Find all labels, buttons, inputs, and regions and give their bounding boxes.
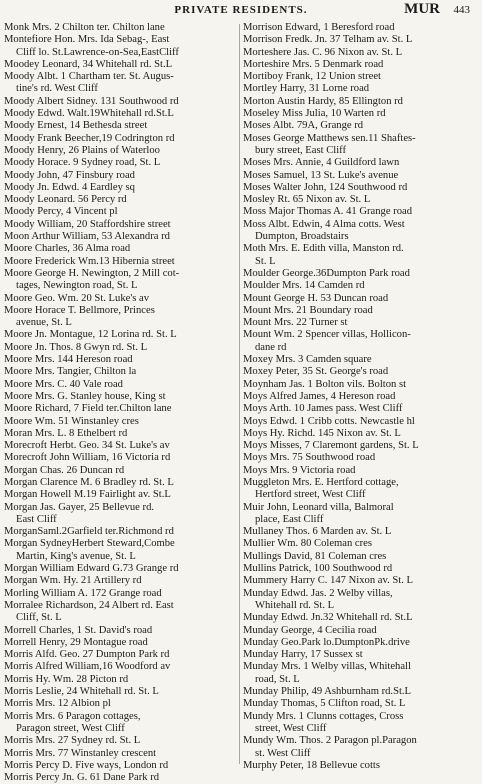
directory-entry: Moys Alfred James, 4 Hereson road	[243, 390, 396, 402]
directory-entry-continuation: avenue, St. L	[16, 317, 72, 329]
directory-entry: Munday Philip, 49 Ashburnham rd.St.L	[243, 686, 412, 698]
directory-entry: Munday Geo.Park lo.DumptonPk.drive	[243, 636, 410, 648]
directory-entry: Moth Mrs. E. Edith villa, Manston rd.	[243, 243, 404, 255]
directory-entry: Moore Mrs. Tangier, Chilton la	[4, 366, 137, 378]
directory-entry: Moseley Miss Julia, 10 Warten rd	[243, 108, 386, 120]
directory-entry: Moody Edwd. Walt.19Whitehall rd.St.L	[4, 108, 174, 120]
directory-entry: Moses Walter John, 124 Southwood rd	[243, 181, 408, 193]
directory-entry: Moore Horace T. Bellmore, Princes	[4, 304, 155, 316]
directory-entry: Moxey Peter, 35 St. George's road	[243, 366, 389, 378]
directory-entry: Moore Wm. 51 Winstanley cres	[4, 415, 139, 427]
page-number: 443	[453, 4, 470, 16]
directory-entry-continuation: Hertford street, West Cliff	[255, 489, 366, 501]
directory-entry: Morgan Clarence M. 6 Bradley rd. St. L	[4, 476, 174, 488]
page-header	[0, 0, 482, 22]
directory-entry-continuation: Paragon street, West Cliff	[16, 722, 125, 734]
directory-entry: Mortley Harry, 31 Lorne road	[243, 83, 370, 95]
directory-entry: Morris Mrs. 77 Winstanley crescent	[4, 747, 157, 759]
directory-entry: Moore Frederick Wm.13 Hibernia street	[4, 255, 175, 267]
directory-entry: Morris Mrs. 27 Sydney rd. St. L	[4, 735, 141, 747]
left-column	[4, 22, 240, 784]
directory-entry-continuation: St. L	[255, 255, 276, 267]
directory-entry: Moran Mrs. L. 8 Ethelbert rd	[4, 427, 128, 439]
directory-entry: Mount George H. 53 Duncan road	[243, 292, 389, 304]
directory-entry: Moys Mrs. 75 Southwood road	[243, 452, 376, 464]
directory-entry: Morgan SydneyHerbert Steward,Combe	[4, 538, 175, 550]
directory-entry: Mullings David, 81 Coleman cres	[243, 550, 387, 562]
column-divider	[239, 24, 240, 764]
directory-entry: Moulder George.36Dumpton Park road	[243, 267, 410, 279]
directory-entry-continuation: Whitehall rd. St. L	[255, 599, 335, 611]
directory-entry: Moys Mrs. 9 Victoria road	[243, 464, 356, 476]
directory-entry-continuation: street, West Cliff	[255, 722, 327, 734]
directory-entry: Munday Thomas, 5 Clifton road, St. L	[243, 698, 406, 710]
directory-entry: Morgan Wm. Hy. 21 Artillery rd	[4, 575, 142, 587]
directory-entry: Mosley Rt. 65 Nixon av. St. L	[243, 194, 371, 206]
directory-entry-continuation: Cliff, St. L	[16, 612, 62, 624]
directory-entry: Moody Jn. Edwd. 4 Eardley sq	[4, 181, 135, 193]
directory-entry: Moore Geo. Wm. 20 St. Luke's av	[4, 292, 150, 304]
header-section: MUR	[404, 1, 440, 17]
directory-entry: Morris Alfd. Geo. 27 Dumpton Park rd	[4, 649, 170, 661]
directory-entry: Mortiboy Frank, 12 Union street	[243, 71, 381, 83]
directory-entry: Moses Samuel, 13 St. Luke's avenue	[243, 169, 399, 181]
directory-entry-continuation: st. West Cliff	[255, 747, 311, 759]
header-title: PRIVATE RESIDENTS.	[174, 4, 308, 16]
directory-entry: Moynham Jas. 1 Bolton vils. Bolton st	[243, 378, 407, 390]
directory-entry: Monk Mrs. 2 Chilton ter. Chilton lane	[4, 22, 165, 33]
directory-entry: Moore Richard, 7 Field ter.Chilton lane	[4, 403, 172, 415]
directory-entry: Mullins Patrick, 100 Southwood rd	[243, 563, 393, 575]
directory-entry: Mummery Harry C. 147 Nixon av. St. L	[243, 575, 413, 587]
directory-entry-continuation: tages, Newington road, St. L	[16, 280, 138, 292]
directory-entry: Moses Albt. 79A, Grange rd	[243, 120, 364, 132]
directory-entry: Morton Austin Hardy, 85 Ellington rd	[243, 95, 403, 107]
directory-entry: Mount Mrs. 21 Boundary road	[243, 304, 373, 316]
directory-entry: Mount Mrs. 22 Turner st	[243, 317, 348, 329]
directory-entry: Morris Percy D. Five ways, London rd	[4, 759, 169, 771]
directory-entry: Moys Edwd. 1 Cribb cotts. Newcastle hl	[243, 415, 415, 427]
directory-entry: Morgan Chas. 26 Duncan rd	[4, 464, 125, 476]
directory-entry: Mullaney Thos. 6 Marden av. St. L	[243, 526, 392, 538]
directory-entry-continuation: bury street, East Cliff	[255, 144, 347, 156]
directory-entry: Mundy Wm. Thos. 2 Paragon pl.Paragon	[243, 735, 417, 747]
directory-entry: Morgan Jas. Gayer, 25 Bellevue rd.	[4, 501, 155, 513]
directory-entry: Moore George H. Newington, 2 Mill cot-	[4, 267, 180, 279]
directory-entry: Moses George Matthews sen.11 Shaftes-	[243, 132, 416, 144]
directory-entry: Morris Mrs. 12 Albion pl	[4, 698, 111, 710]
directory-entry: Moody John, 47 Finsbury road	[4, 169, 135, 181]
directory-entry: Morris Hy. Wm. 28 Picton rd	[4, 673, 129, 685]
directory-entry: Moxey Mrs. 3 Camden square	[243, 354, 372, 366]
directory-entry: Munday Harry, 17 Sussex st	[243, 649, 363, 661]
directory-entry: Morteshere Jas. C. 96 Nixon av. St. L	[243, 46, 403, 58]
directory-entry: Moody Horace. 9 Sydney road, St. L	[4, 157, 161, 169]
directory-entry: Morris Alfred William,16 Woodford av	[4, 661, 171, 673]
directory-entry: Moody Albert Sidney. 131 Southwood rd	[4, 95, 179, 107]
directory-entry: Morrison Fredk. Jn. 37 Telham av. St. L	[243, 34, 413, 46]
directory-entry: Moulder Mrs. 14 Camden rd	[243, 280, 365, 292]
directory-entry: Moody Henry, 26 Plains of Waterloo	[4, 144, 160, 156]
directory-entry: Morris Mrs. 6 Paragon cottages,	[4, 710, 141, 722]
directory-entry: Moody Albt. 1 Chartham ter. St. Augus-	[4, 71, 174, 83]
directory-entry: Munday Edwd. Jn.32 Whitehall rd. St.L	[243, 612, 413, 624]
directory-entry: Morrison Edward, 1 Beresford road	[243, 22, 395, 33]
directory-entry: Moys Arth. 10 James pass. West Cliff	[243, 403, 403, 415]
directory-entry: Mundy Mrs. 1 Clunns cottages, Cross	[243, 710, 404, 722]
directory-entry-continuation: Cliff lo. St.Lawrence-on-Sea,EastCliff	[16, 46, 179, 58]
directory-entry-continuation: place, East Cliff	[255, 513, 324, 525]
directory-entry: Montefiore Hon. Mrs. Ida Sebag-, East	[4, 34, 170, 46]
directory-entry: Morrell Charles, 1 St. David's road	[4, 624, 153, 636]
directory-entry: Moody Percy, 4 Vincent pl	[4, 206, 118, 218]
directory-entry: Muggleton Mrs. E. Hertford cottage,	[243, 476, 399, 488]
directory-entry: Moore Mrs. C. 40 Vale road	[4, 378, 123, 390]
directory-entry-continuation: East Cliff	[16, 513, 57, 525]
directory-entry: Morris Percy Jn. G. 61 Dane Park rd	[4, 772, 160, 784]
directory-entry: Moys Misses, 7 Claremont gardens, St. L	[243, 440, 419, 452]
directory-entry: Moody Leonard. 56 Percy rd	[4, 194, 127, 206]
directory-entry: Morrell Henry, 29 Montague road	[4, 636, 148, 648]
directory-entry: Moon Arthur William, 53 Alexandra rd	[4, 231, 170, 243]
directory-entry: Munday Mrs. 1 Welby villas, Whitehall	[243, 661, 411, 673]
directory-entry: Moore Charles, 36 Alma road	[4, 243, 131, 255]
directory-entry: MorganSaml.2Garfield ter.Richmond rd	[4, 526, 174, 538]
directory-entry: Munday Edwd. Jas. 2 Welby villas,	[243, 587, 393, 599]
directory-entry-continuation: tine's rd. West Cliff	[16, 83, 98, 95]
directory-entry: Morteshire Mrs. 5 Denmark road	[243, 58, 384, 70]
directory-entry: Moss Albt. Edwin, 4 Alma cotts. West	[243, 218, 405, 230]
directory-entry: Moore Mrs. G. Stanley house, King st	[4, 390, 166, 402]
directory-entry-continuation: road, St. L	[255, 673, 300, 685]
directory-entry: Morris Leslie, 24 Whitehall rd. St. L	[4, 686, 159, 698]
directory-entry: Morecroft Herbt. Geo. 34 St. Luke's av	[4, 440, 170, 452]
directory-entry: Moore Mrs. 144 Hereson road	[4, 354, 133, 366]
directory-entry-continuation: dane rd	[255, 341, 287, 353]
directory-entry: Moore Jn. Thos. 8 Gwyn rd. St. L	[4, 341, 148, 353]
directory-entry: Moss Major Thomas A. 41 Grange road	[243, 206, 412, 218]
directory-entry: Murphy Peter, 18 Bellevue cotts	[243, 759, 380, 771]
directory-entry: Morling William A. 172 Grange road	[4, 587, 162, 599]
directory-entry: Munday George, 4 Cecilia road	[243, 624, 377, 636]
directory-entry: Muir John, Leonard villa, Balmoral	[243, 501, 394, 513]
directory-entry: Mount Wm. 2 Spencer villas, Hollicon-	[243, 329, 411, 341]
directory-entry-continuation: Martin, King's avenue, St. L	[16, 550, 136, 562]
directory-entry: Moodey Leonard, 34 Whitehall rd. St.L	[4, 58, 173, 70]
directory-entry: Morgan William Edward G.73 Grange rd	[4, 563, 179, 575]
directory-entry: Moys Hy. Richd. 145 Nixon av. St. L	[243, 427, 401, 439]
directory-entry: Moore Jn. Montague, 12 Lorina rd. St. L	[4, 329, 177, 341]
directory-entry: Morecroft John William, 16 Victoria rd	[4, 452, 171, 464]
directory-entry: Morgan Howell M.19 Fairlight av. St.L	[4, 489, 171, 501]
directory-entry: Moses Mrs. Annie, 4 Guildford lawn	[243, 157, 400, 169]
directory-entry: Moody Frank Beecher,19 Codrington rd	[4, 132, 175, 144]
directory-entry-continuation: Dumpton, Broadstairs	[255, 231, 349, 243]
directory-entry: Morralee Richardson, 24 Albert rd. East	[4, 599, 174, 611]
directory-entry: Mullier Wm. 80 Coleman cres	[243, 538, 372, 550]
directory-entry: Moody William, 20 Staffordshire street	[4, 218, 171, 230]
directory-entry: Moody Ernest, 14 Bethesda street	[4, 120, 148, 132]
right-column	[243, 22, 479, 772]
